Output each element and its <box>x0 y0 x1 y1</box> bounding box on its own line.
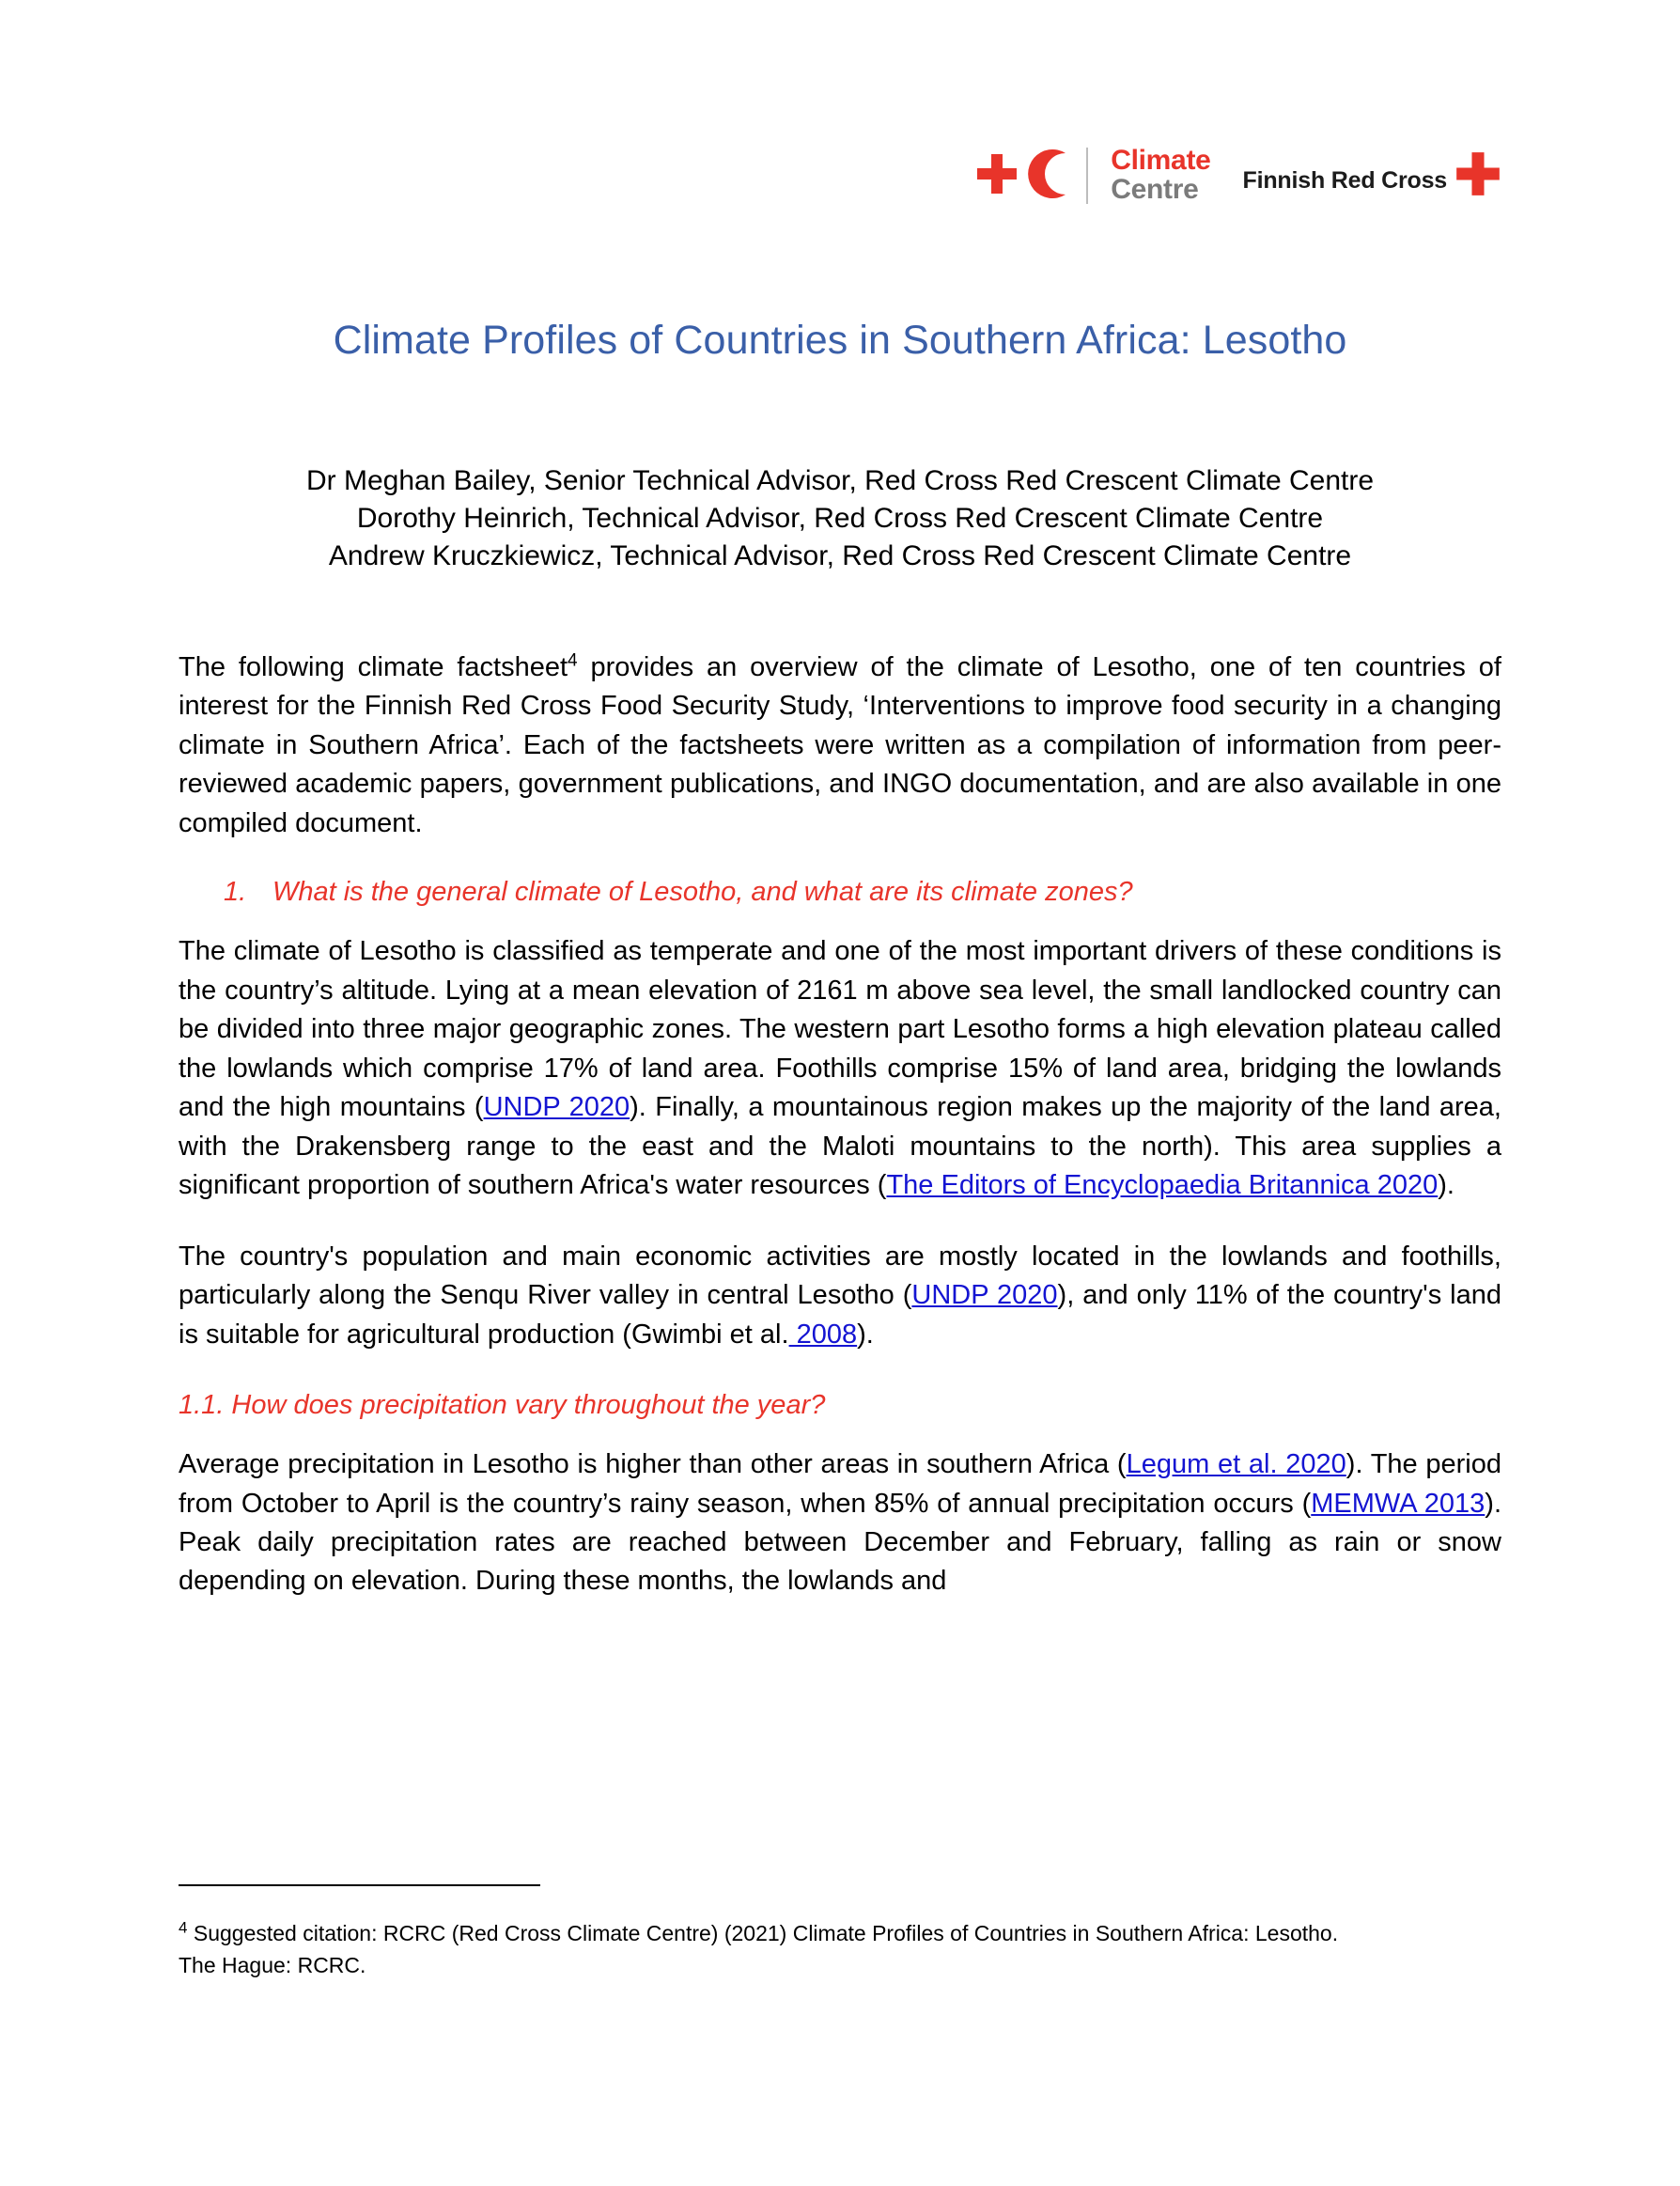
section-1-number: 1. <box>224 877 247 908</box>
para-text: ). The period from October to April is the country’s rainy season, when 85% of annual precipitation occurs ( <box>179 1449 1502 1519</box>
para-text: The climate of Lesotho is classified as temperate and one of the most important drivers of these conditions is the country’s altitude. Lying at a mean elevation of 2161 m above sea level, the small landlocked country can be divided into three major geographic zones. The western part Lesotho forms a high elevation plateau called the lowlands which comprise 17% of land area. Foothills comprise 15% of land area, bridging the lowlands and the high mountains ( <box>179 936 1501 1123</box>
finnish-red-cross-label: Finnish Red Cross <box>1242 166 1447 194</box>
citation-link-legum-2020[interactable]: Legum et al. 2020 <box>1126 1449 1346 1480</box>
intro-text-part1: The following climate factsheet <box>179 652 568 682</box>
section-1-1-heading: 1.1. How does precipitation vary throughout the year? <box>179 1390 826 1421</box>
citation-link-gwimbi-2008[interactable]: 2008 <box>788 1319 858 1350</box>
footnote-entry <box>179 1918 1372 1981</box>
author-list <box>179 462 1501 575</box>
author-line: Dorothy Heinrich, Technical Advisor, Red Cross Red Crescent Climate Centre <box>356 502 1324 534</box>
para-text: ). Finally, a mountainous region makes up the majority of the land area, with the Drakensberg range to the east and the Maloti mountains to the north). This area supplies a significant proportion of southern Africa's water resources ( <box>179 1092 1501 1201</box>
section-1-paragraph-1 <box>179 932 1501 1205</box>
para-text: Average precipitation in Lesotho is higher than other areas in southern Africa ( <box>179 1449 1127 1480</box>
para-text: ). <box>857 1319 874 1350</box>
rcrc-logo-wordmark <box>1111 147 1210 205</box>
rcrc-emblem-group <box>975 149 1069 203</box>
red-cross-icon <box>1454 150 1501 202</box>
citation-link-undp-2020[interactable]: UNDP 2020 <box>483 1092 630 1123</box>
citation-link-britannica-2020[interactable]: The Editors of Encyclopaedia Britannica 2020 <box>886 1170 1439 1201</box>
page-title: Climate Profiles of Countries in Southern Africa: Lesotho <box>333 318 1347 363</box>
para-text: ). Peak daily precipitation rates are reached between December and February, falling as rain or snow depending on elevation. During these months, the lowlands and <box>179 1488 1501 1597</box>
author-line: Dr Meghan Bailey, Senior Technical Advisor, Red Cross Red Crescent Climate Centre <box>305 465 1375 496</box>
intro-paragraph <box>179 648 1501 843</box>
section-1-heading-text: What is the general climate of Lesotho, and what are its climate zones? <box>272 877 1133 908</box>
section-1-paragraph-2 <box>179 1238 1501 1354</box>
footnote-body-text: Suggested citation: RCRC (Red Cross Climate Centre) (2021) Climate Profiles of Countries in Southern Africa: Lesotho. The Hague: RCRC. <box>179 1921 1339 1977</box>
intro-text-part2: provides an overview of the climate of Lesotho, one of ten countries of interest for the Finnish Red Cross Food Security Study, ‘Interventions to improve food security in a changing climate in Southern Africa’. Each of the factsheets were written as a compilation of information from peer-reviewed academic papers, government publications, and INGO documentation, and are also available in one compiled document. <box>179 652 1501 838</box>
para-text: ). <box>1438 1170 1454 1201</box>
header-logo-bar <box>975 124 1501 227</box>
document-body <box>179 648 1501 1601</box>
footnote-reference-marker[interactable]: 4 <box>568 650 578 671</box>
section-1-heading <box>179 877 1501 908</box>
red-cross-icon <box>975 152 1019 200</box>
rcrc-logo-line2: Centre <box>1111 174 1199 205</box>
footnote-separator <box>179 1884 540 1886</box>
citation-link-undp-2020[interactable]: UNDP 2020 <box>911 1280 1058 1311</box>
section-1-1-paragraph-1 <box>179 1445 1501 1601</box>
logo-divider <box>1086 148 1088 204</box>
footnote-number: 4 <box>179 1918 188 1937</box>
red-crescent-icon <box>1024 149 1069 203</box>
rcrc-logo-line1: Climate <box>1111 145 1211 177</box>
para-text: ), and only 11% of the country's land is suitable for agricultural production (Gwimbi et al. <box>179 1280 1501 1350</box>
footnote-area <box>179 1884 1501 1981</box>
author-line: Andrew Kruczkiewicz, Technical Advisor, Red Cross Red Crescent Climate Centre <box>328 539 1352 571</box>
citation-link-memwa-2013[interactable]: MEMWA 2013 <box>1311 1488 1486 1519</box>
para-text: The country's population and main economic activities are mostly located in the lowlands and foothills, particularly along the Senqu River valley in central Lesotho ( <box>179 1241 1501 1311</box>
finnish-red-cross-logo <box>1243 150 1501 202</box>
rcrc-climate-centre-logo <box>975 147 1210 205</box>
